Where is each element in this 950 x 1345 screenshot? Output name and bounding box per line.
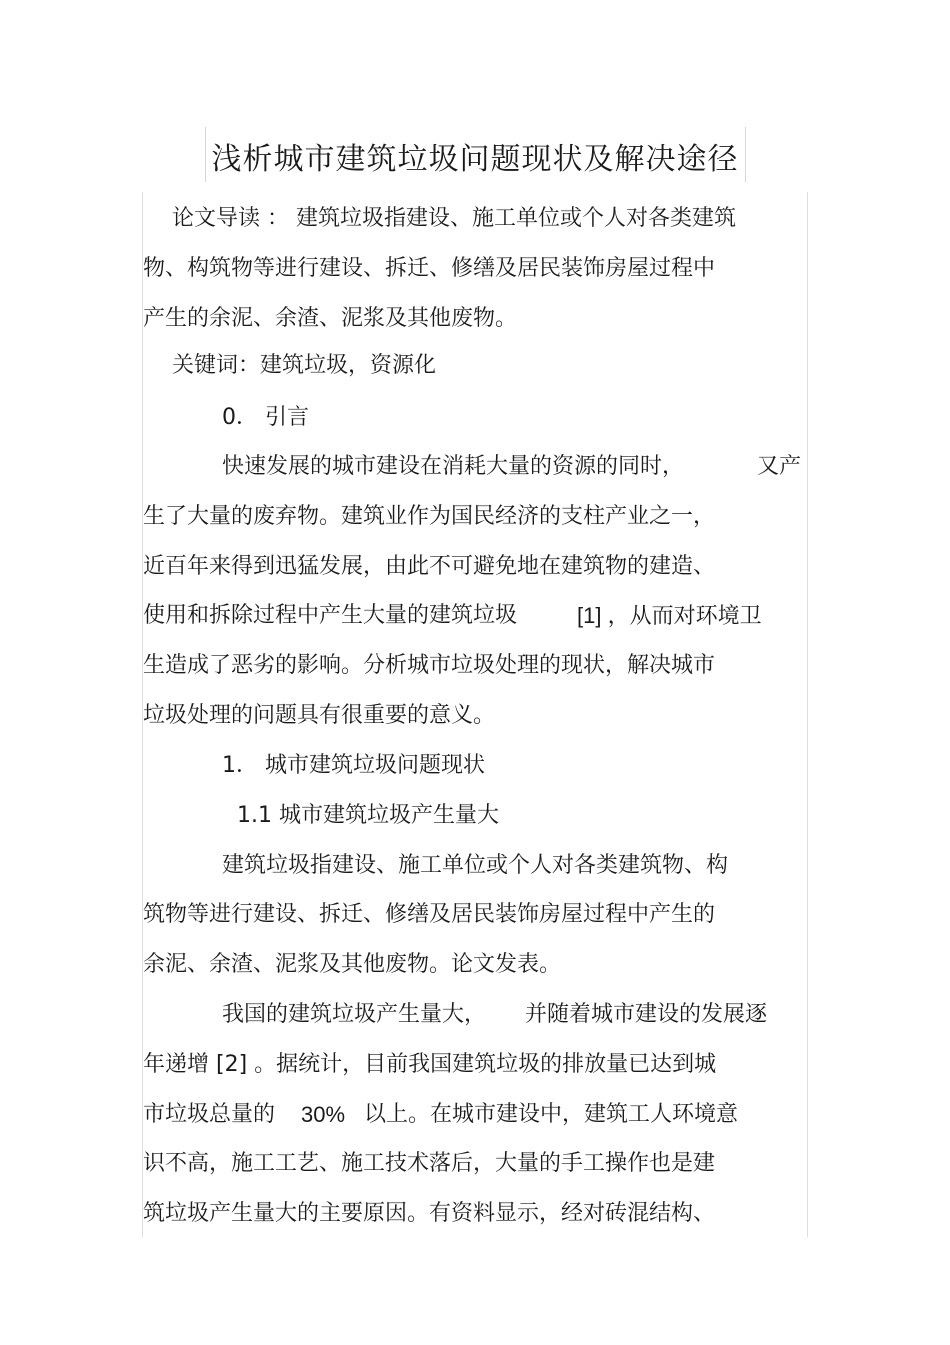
paragraph-line: 近百年来得到迅猛发展，由此不可避免地在建筑物的建造、 [143, 554, 716, 579]
document-title: 浅析城市建筑垃圾问题现状及解决途径 [211, 142, 739, 177]
paragraph-line: 使用和拆除过程中产生大量的建筑垃圾 [143, 603, 518, 628]
paragraph-line: 筑物等进行建设、拆迁、修缮及居民装饰房屋过程中产生的 [143, 902, 716, 927]
paragraph-line: 筑垃圾产生量大的主要原因。有资料显示，经对砖混结构、 [143, 1201, 716, 1226]
keywords-line: 关键词：建筑垃圾，资源化 [172, 353, 437, 378]
paragraph-line: 并随着城市建设的发展逐 [525, 1002, 768, 1027]
paragraph-line: 建筑垃圾指建设、施工单位或个人对各类建筑物、构 [222, 853, 729, 878]
abstract-line: 论文导读 ： 建筑垃圾指建设、施工单位或个人对各类建筑 [172, 206, 736, 231]
paragraph-line: 我国的建筑垃圾产生量大， [222, 1002, 487, 1027]
section-heading: 1． 城市建筑垃圾问题现状 [222, 753, 485, 778]
subsection-heading: 1.1 城市建筑垃圾产生量大 [237, 803, 499, 828]
citation-line: [1] ，从而对环境卫 [577, 603, 762, 628]
paragraph-line: 市垃圾总量的 [143, 1102, 276, 1127]
paragraph-line: 以上。在城市建设中，建筑工人环境意 [364, 1102, 739, 1127]
percent-value: 30% [301, 1102, 346, 1127]
paragraph-line: 年递增 [2] 。据统计，目前我国建筑垃圾的排放量已达到城 [143, 1052, 717, 1077]
paragraph-line: 垃圾处理的问题具有很重要的意义。 [143, 703, 496, 728]
abstract-line: 物、构筑物等进行建设、拆迁、修缮及居民装饰房屋过程中 [143, 256, 716, 281]
body-frame-right-border [807, 192, 808, 1237]
paragraph-line: 余泥、余渣、泥浆及其他废物。论文发表。 [143, 952, 562, 977]
paragraph-line: 又产 [757, 454, 802, 479]
paragraph-line: 快速发展的城市建设在消耗大量的资源的同时， [222, 454, 685, 479]
abstract-line: 产生的余泥、余渣、泥浆及其他废物。 [143, 306, 518, 331]
paragraph-line: 识不高，施工工艺、施工技术落后，大量的手工操作也是建 [143, 1151, 716, 1176]
paragraph-line: 生了大量的废弃物。建筑业作为国民经济的支柱产业之一， [143, 504, 716, 529]
section-heading: 0． 引言 [222, 405, 309, 430]
paragraph-line: 生造成了恶劣的影响。分析城市垃圾处理的现状，解决城市 [143, 653, 716, 678]
